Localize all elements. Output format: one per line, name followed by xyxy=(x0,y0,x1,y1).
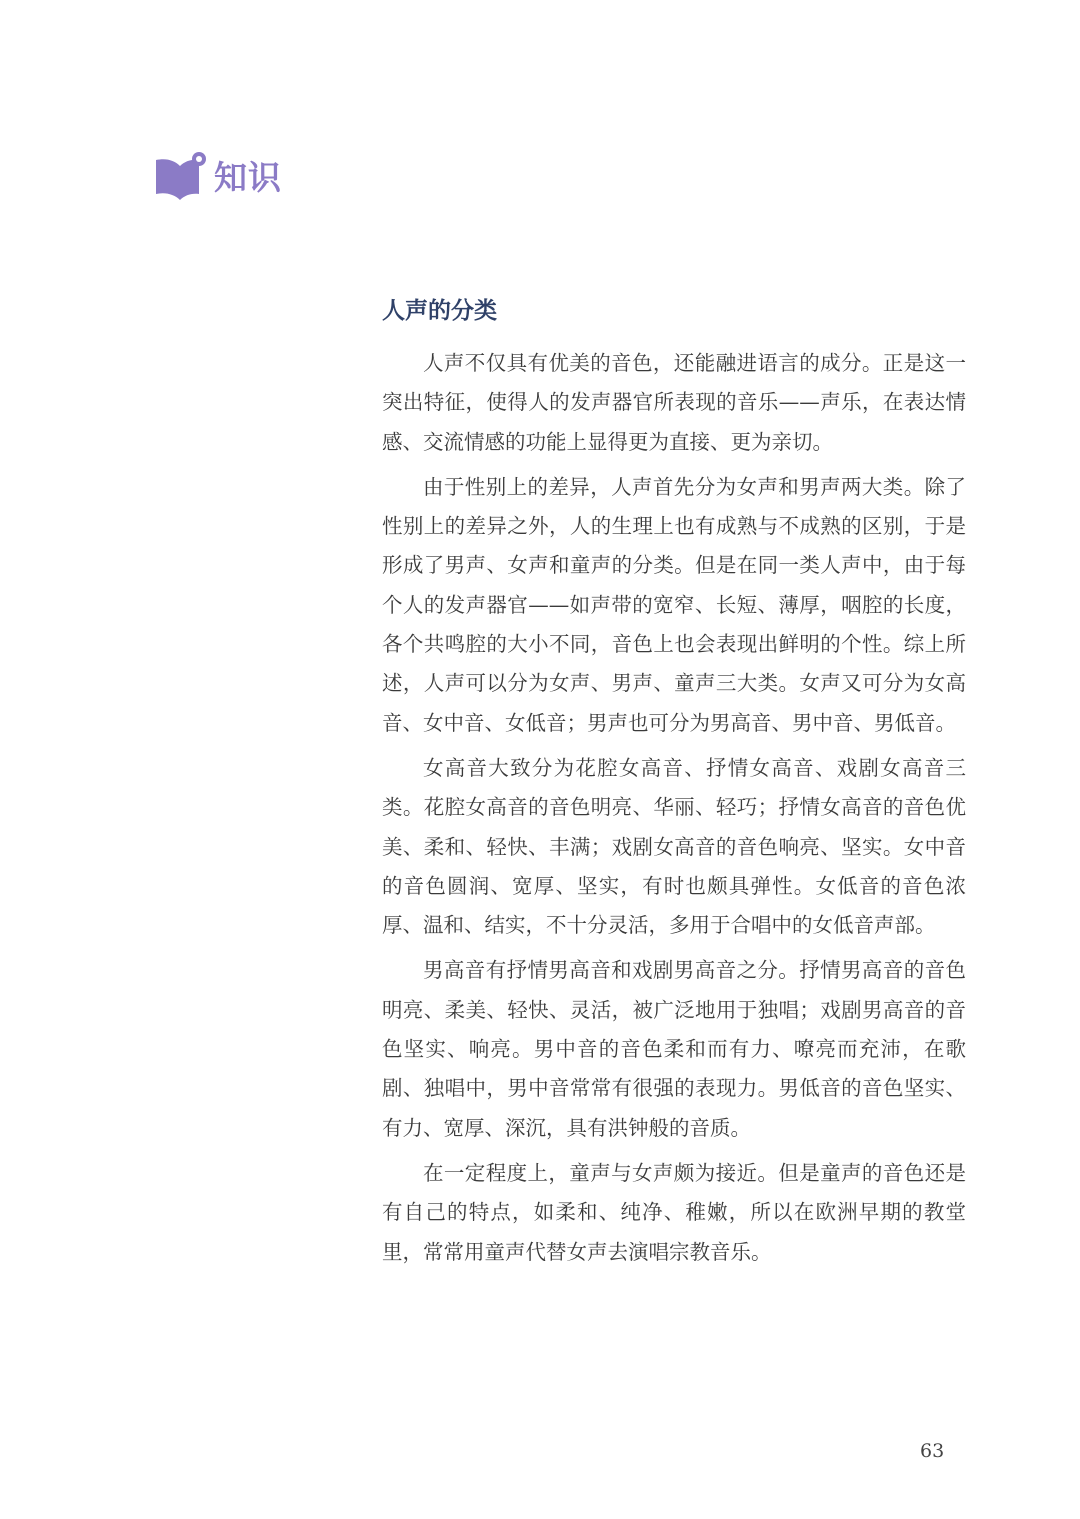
paragraph: 人声不仅具有优美的音色，还能融进语言的成分。正是这一突出特征，使得人的发声器官所表现的音乐——声乐，在表达情感、交流情感的功能上显得更为直接、更为亲切。 xyxy=(382,351,966,454)
section-badge-label: 知识 xyxy=(214,158,282,197)
page-number: 63 xyxy=(920,1440,945,1462)
open-book-icon xyxy=(152,150,208,206)
article-title: 人声的分类 xyxy=(382,298,497,324)
paragraph: 在一定程度上，童声与女声颇为接近。但是童声的音色还是有自己的特点，如柔和、纯净、稚嫩，所以在欧洲早期的教堂里，常常用童声代替女声去演唱宗教音乐。 xyxy=(382,1160,966,1264)
paragraph: 由于性别上的差异，人声首先分为女声和男声两大类。除了性别上的差异之外，人的生理上也有成熟与不成熟的区别，于是形成了男声、女声和童声的分类。但是在同一类人声中，由于每个人的发声器官——如声带的宽窄、长短、薄厚，咽腔的长度，各个共鸣腔的大小不同，音色上也会表现出鲜明的个性。综上所述，人声可以分为女声、男声、童声三大类。女声又可分为女高音、女中音、女低音；男声也可分为男高音、男中音、男低音。 xyxy=(382,474,966,735)
section-badge xyxy=(152,150,282,206)
article xyxy=(382,290,966,1278)
paragraph: 男高音有抒情男高音和戏剧男高音之分。抒情男高音的音色明亮、柔美、轻快、灵活，被广泛地用于独唱；戏剧男高音的音色坚实、响亮。男中音的音色柔和而有力、嘹亮而充沛，在歌剧、独唱中，男中音常常有很强的表现力。男低音的音色坚实、有力、宽厚、深沉，具有洪钟般的音质。 xyxy=(382,958,966,1140)
paragraph: 女高音大致分为花腔女高音、抒情女高音、戏剧女高音三类。花腔女高音的音色明亮、华丽、轻巧；抒情女高音的音色优美、柔和、轻快、丰满；戏剧女高音的音色响亮、坚实。女中音的音色圆润、宽厚、坚实，有时也颇具弹性。女低音的音色浓厚、温和、结实，不十分灵活，多用于合唱中的女低音声部。 xyxy=(382,755,966,938)
